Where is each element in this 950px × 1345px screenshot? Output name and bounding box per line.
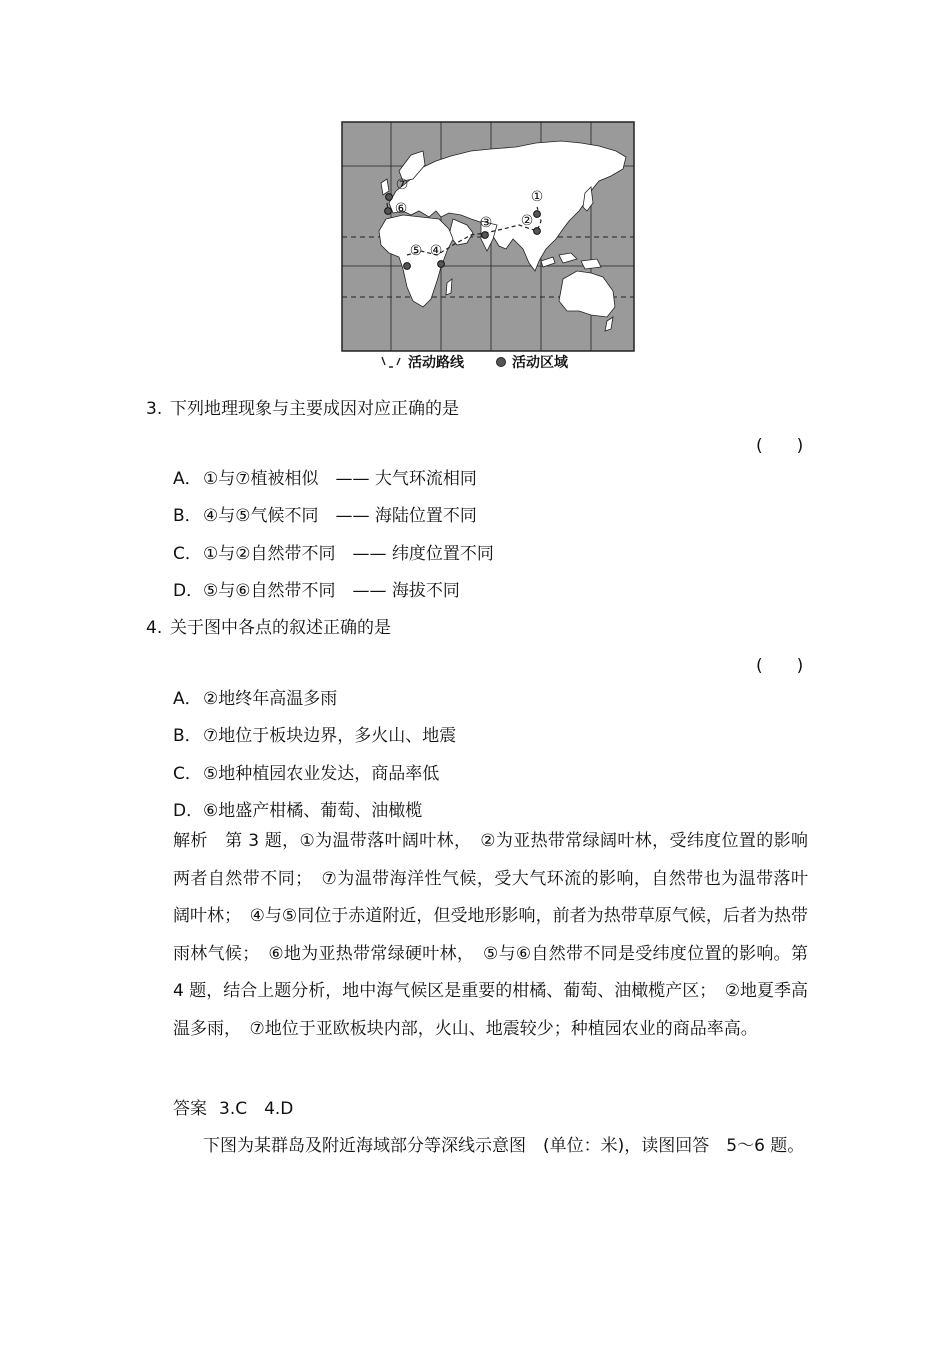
question-3-answer-blank: ( ) — [756, 436, 804, 456]
question-3-number: 3. — [146, 399, 163, 419]
activity-point-5 — [404, 263, 411, 270]
activity-point-label-5: ⑤ — [409, 243, 423, 259]
activity-point-label-1: ① — [530, 189, 544, 205]
question-4-option-d: D．⑥地盛产柑橘、葡萄、油橄榄 — [173, 801, 423, 821]
area-dot-icon — [496, 357, 506, 367]
legend-route — [380, 352, 464, 372]
question-4-option-b: B．⑦地位于板块边界，多火山、地震 — [173, 726, 457, 746]
activity-point-label-4: ④ — [429, 243, 443, 259]
answer-line — [173, 1094, 305, 1119]
analysis-text: 解析 第 3 题，①为温带落叶阔叶林， ②为亚热带常绿阔叶林，受纬度位置的影响两者自然带不同； ⑦为温带海洋性气候，受大气环流的影响，自然带也为温带落叶阔叶林； ④与⑤同位于赤道附近，但受地形影响，前者为热带草原气候，后者为热带雨林气候； ⑥地为亚热带常绿硬叶林， ⑤与⑥自然带不同是受纬度位置的影响。第 4 题，结合上题分析，地中海气候区是重要的柑橘、葡萄、油橄榄产区； ②地夏季高温多雨， ⑦地位于亚欧板块内部，火山、地震较少；种植园农业的商品率高。 — [173, 831, 825, 1039]
activity-point-label-2: ② — [520, 213, 534, 229]
map-legend — [380, 352, 600, 372]
question-3-option-a: A．①与⑦植被相似 —— 大气环流相同 — [173, 469, 477, 489]
question-3-text: 下列地理现象与主要成因对应正确的是 — [170, 399, 459, 419]
answer-values: 3.C 4.D — [219, 1099, 294, 1119]
analysis-block — [173, 823, 825, 1048]
map-svg — [341, 121, 635, 353]
legend-area — [496, 352, 568, 372]
activity-point-4 — [438, 261, 445, 268]
activity-point-1 — [534, 211, 541, 218]
question-4-answer-blank: ( ) — [756, 656, 804, 676]
question-3-option-b: B．④与⑤气候不同 —— 海陆位置不同 — [173, 506, 477, 526]
route-symbol-icon — [380, 355, 402, 369]
activity-point-7 — [386, 194, 393, 201]
next-question-intro: 下图为某群岛及附近海域部分等深线示意图 (单位：米)，读图回答 5～6 题。 — [203, 1136, 805, 1156]
activity-point-label-7: ⑦ — [395, 177, 409, 193]
legend-route-label: 活动路线 — [408, 355, 464, 371]
answer-label: 答案 — [173, 1099, 207, 1119]
world-map-figure — [341, 121, 635, 373]
activity-point-2 — [534, 228, 541, 235]
activity-point-6 — [385, 208, 392, 215]
question-4-option-a: A．②地终年高温多雨 — [173, 689, 338, 709]
activity-point-3 — [482, 232, 489, 239]
question-3-option-d: D．⑤与⑥自然带不同 —— 海拔不同 — [173, 581, 460, 601]
question-3 — [146, 394, 459, 419]
question-4-option-c: C．⑤地种植园农业发达，商品率低 — [173, 764, 440, 784]
activity-point-label-3: ③ — [479, 215, 493, 231]
legend-area-label: 活动区域 — [512, 355, 568, 371]
question-3-option-c: C．①与②自然带不同 —— 纬度位置不同 — [173, 544, 494, 564]
question-4-text: 关于图中各点的叙述正确的是 — [170, 618, 391, 638]
question-4-number: 4. — [146, 618, 163, 638]
question-4 — [146, 613, 391, 638]
activity-point-label-6: ⑥ — [394, 201, 408, 217]
